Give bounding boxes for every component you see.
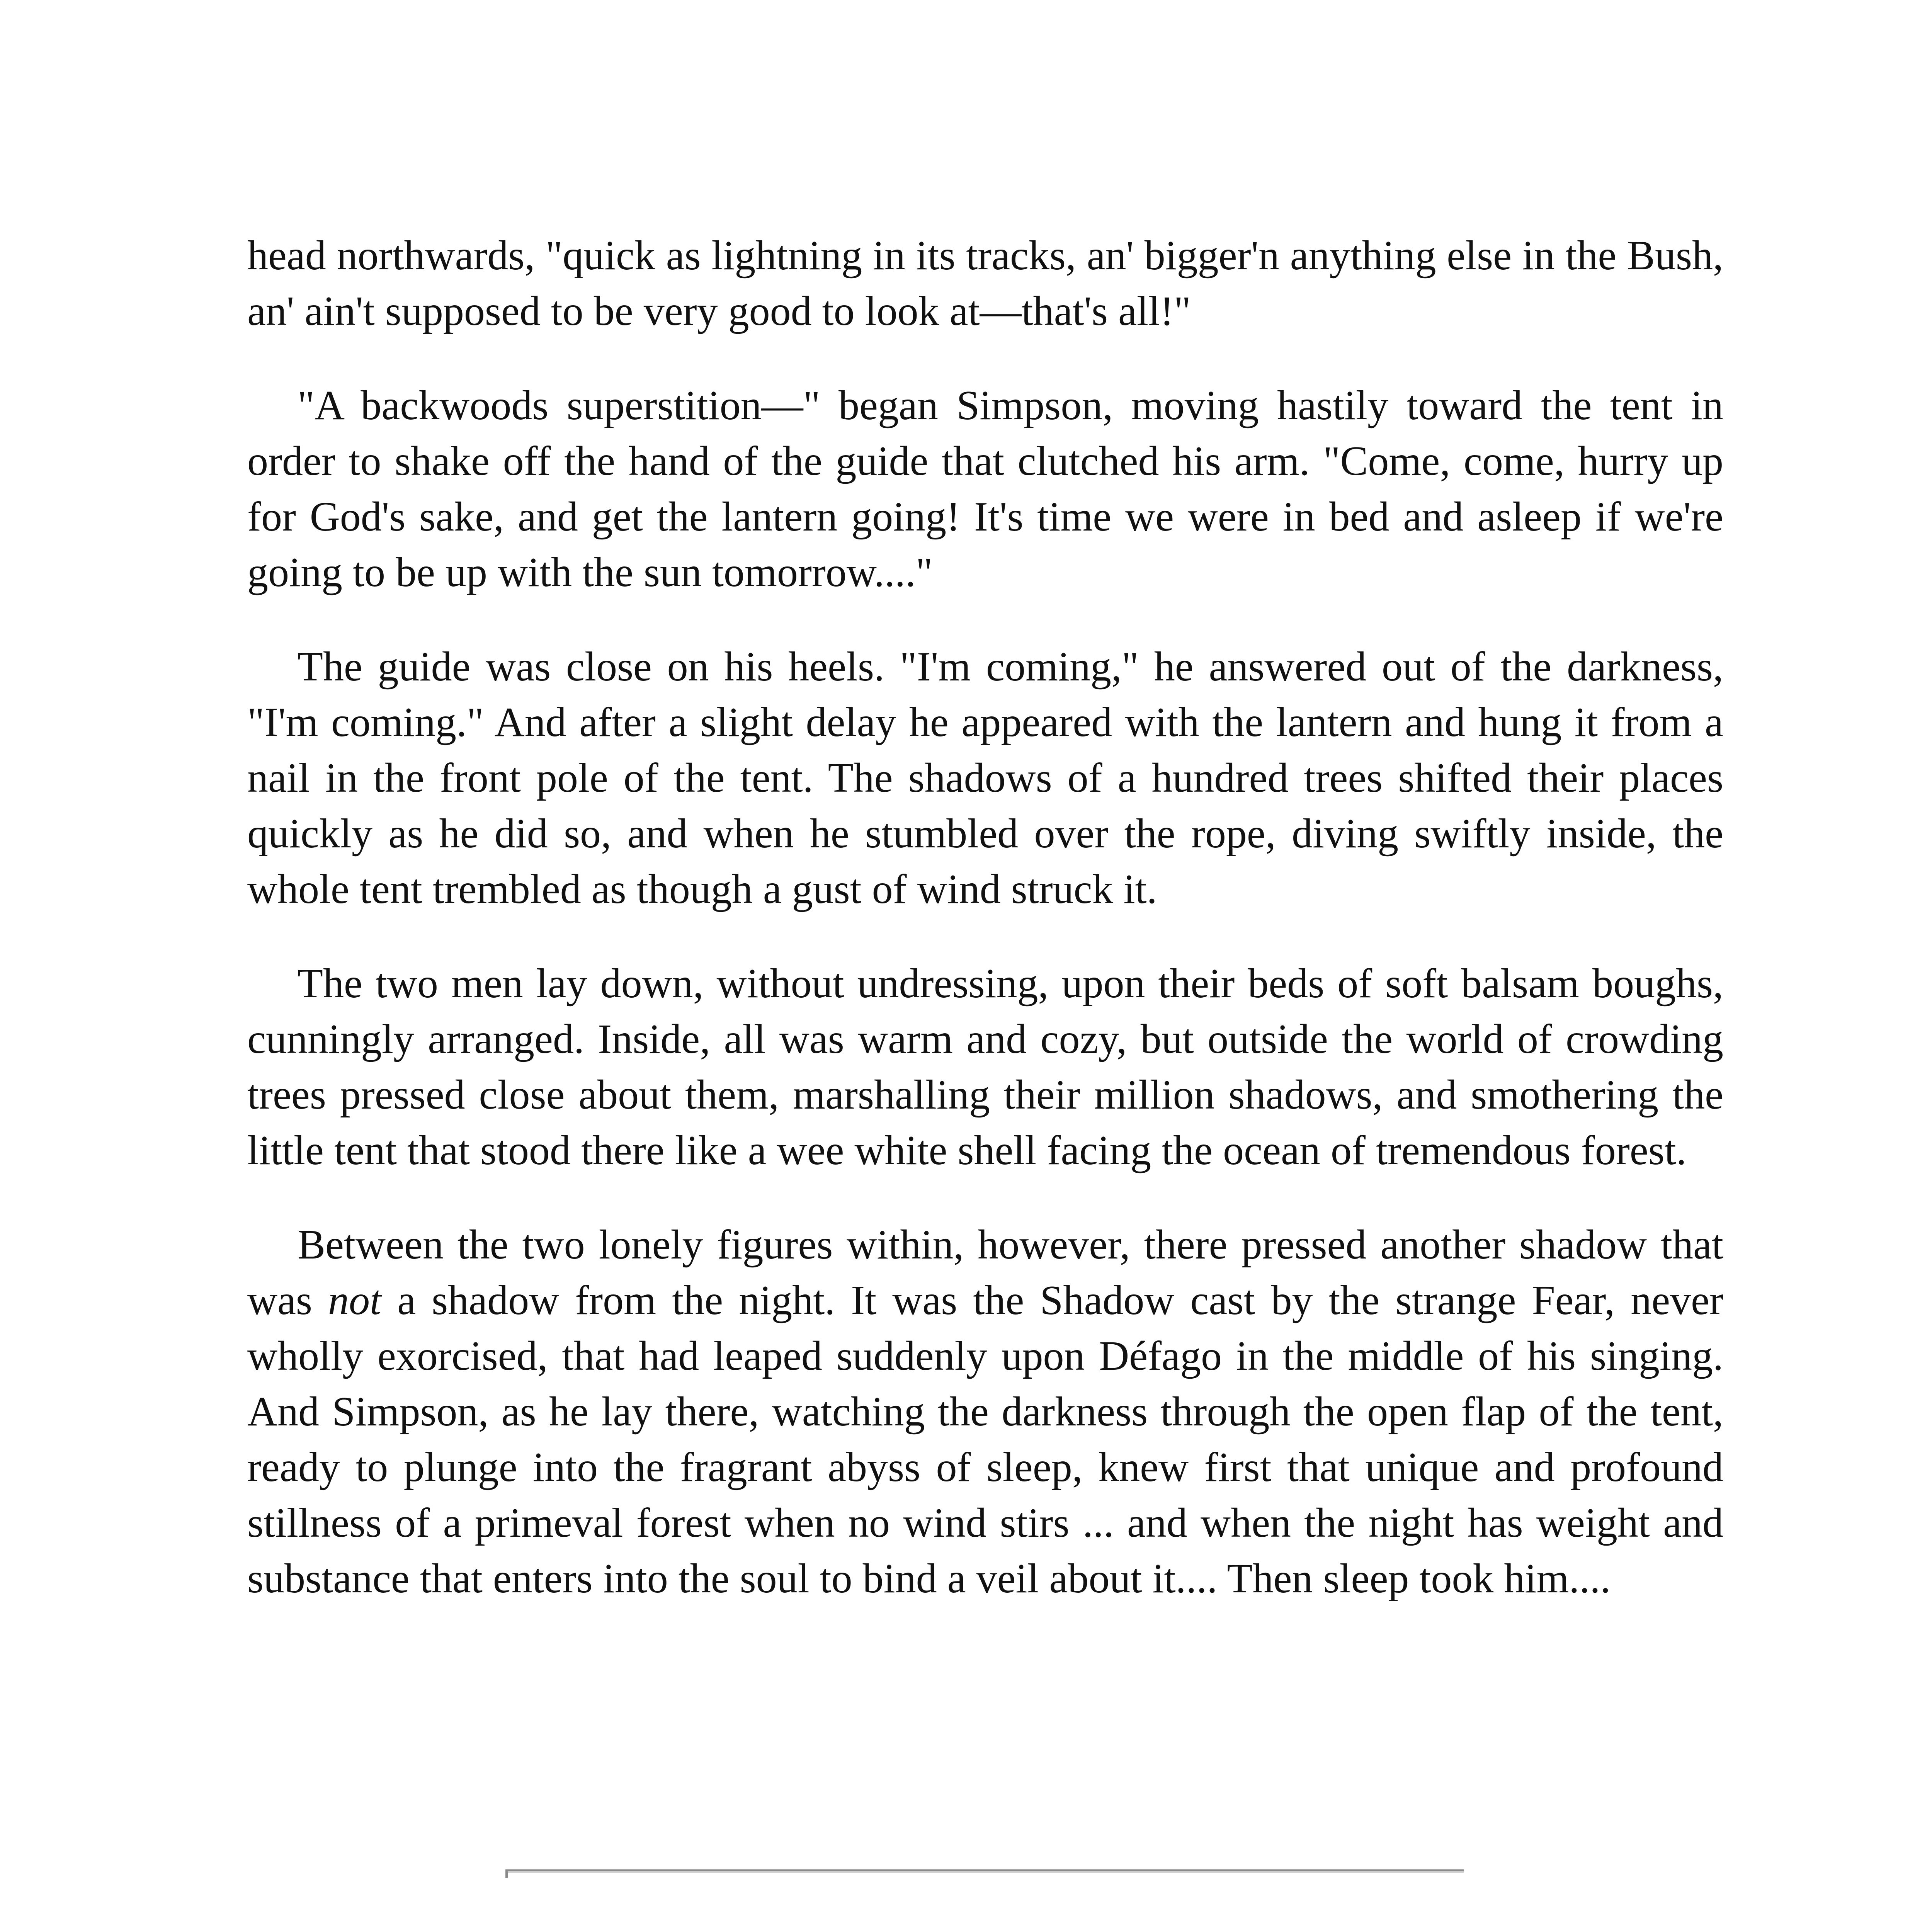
paragraph-5 bbox=[247, 1217, 1723, 1607]
paragraph-5-text-b: a shadow from the night. It was the Shadow cast by the strange Fear, never wholly exorcised, that had leaped suddenly upon Défago in the middle of his singing. And Simpson, as he lay there, watching the darkness through the open flap of the tent, ready to plunge into the fragrant abyss of sleep, knew first that unique and profound stillness of a primeval forest when no wind stirs ... and when the night has weight and substance that enters into the soul to bind a veil about it.... Then sleep took him.... bbox=[247, 1277, 1723, 1602]
paragraph-3 bbox=[247, 639, 1723, 917]
paragraph-2 bbox=[247, 378, 1723, 600]
paragraph-3-text: The guide was close on his heels. "I'm coming," he answered out of the darkness, "I'm coming." And after a slight delay he appeared with the lantern and hung it from a nail in the front pole of the tent. The shadows of a hundred trees shifted their places quickly as he did so, and when he stumbled over the rope, diving swiftly inside, the whole tent trembled as though a gust of wind struck it. bbox=[247, 644, 1723, 912]
paragraph-2-text: "A backwoods superstition—" began Simpson, moving hastily toward the tent in order to shake off the hand of the guide that clutched his arm. "Come, come, hurry up for God's sake, and get the lantern going! It's time we were in bed and asleep if we're going to be up with the sun tomorrow...." bbox=[247, 383, 1723, 595]
body-text bbox=[247, 228, 1723, 1645]
paragraph-1 bbox=[247, 228, 1723, 339]
paragraph-4 bbox=[247, 956, 1723, 1179]
paragraph-5-text-a: Between the two lonely figures within, however, there pressed another shadow that was bbox=[247, 1222, 1723, 1323]
section-divider-tick bbox=[505, 1869, 508, 1878]
paragraph-1-text: head northwards, "quick as lightning in its tracks, an' bigger'n anything else in the Bush, an' ain't supposed to be very good to look at—that's all!" bbox=[247, 233, 1723, 334]
paragraph-5-emphasis: not bbox=[328, 1277, 382, 1323]
paragraph-4-text: The two men lay down, without undressing, upon their beds of soft balsam boughs, cunningly arranged. Inside, all was warm and cozy, but outside the world of crowding trees pressed close about them, marshalling their million shadows, and smothering the little tent that stood there like a wee white shell facing the ocean of tremendous forest. bbox=[247, 961, 1723, 1173]
section-divider bbox=[505, 1869, 1464, 1873]
